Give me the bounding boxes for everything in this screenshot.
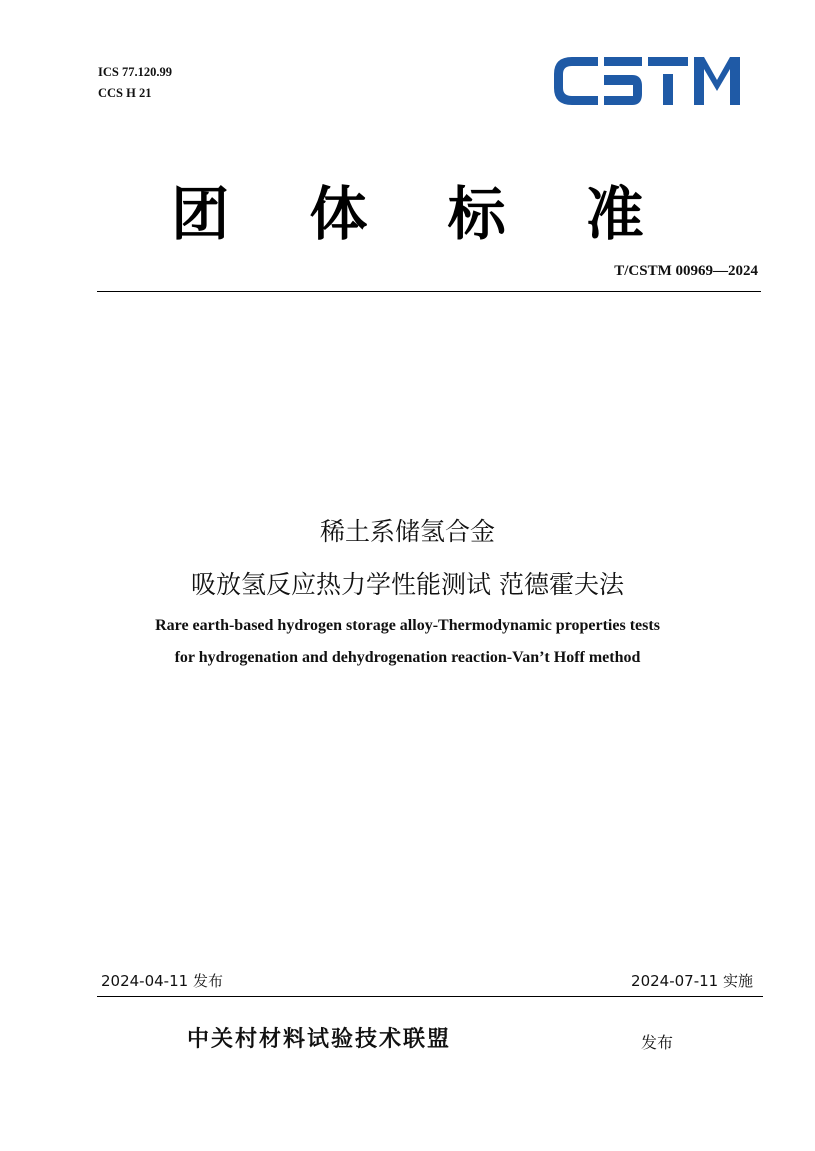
cstm-logo bbox=[552, 54, 742, 108]
title-en-line-1: Rare earth-based hydrogen storage alloy-Thermodynamic properties tests bbox=[155, 617, 660, 634]
bottom-divider bbox=[97, 996, 763, 997]
title-en-line-2: for hydrogenation and dehydrogenation reaction-Van’t Hoff method bbox=[174, 649, 641, 666]
publish-label: 发布 bbox=[641, 1033, 674, 1052]
title-zh-line-1: 稀土系储氢合金 bbox=[319, 517, 495, 546]
issue-date: 2024-04-11 发布 bbox=[101, 972, 223, 990]
title-zh-line-2: 吸放氢反应热力学性能测试 范德霍夫法 bbox=[191, 570, 624, 599]
implementation-date: 2024-07-11 实施 bbox=[631, 972, 753, 990]
publisher-name: 中关村材料试验技术联盟 bbox=[187, 1027, 452, 1052]
classification-codes bbox=[98, 62, 172, 104]
document-type-heading: 团 体 标 准 bbox=[171, 180, 674, 248]
ics-code: ICS 77.120.99 bbox=[98, 65, 172, 79]
standard-number: T/CSTM 00969—2024 bbox=[614, 263, 758, 279]
ccs-code: CCS H 21 bbox=[98, 86, 152, 100]
top-divider bbox=[97, 291, 761, 292]
